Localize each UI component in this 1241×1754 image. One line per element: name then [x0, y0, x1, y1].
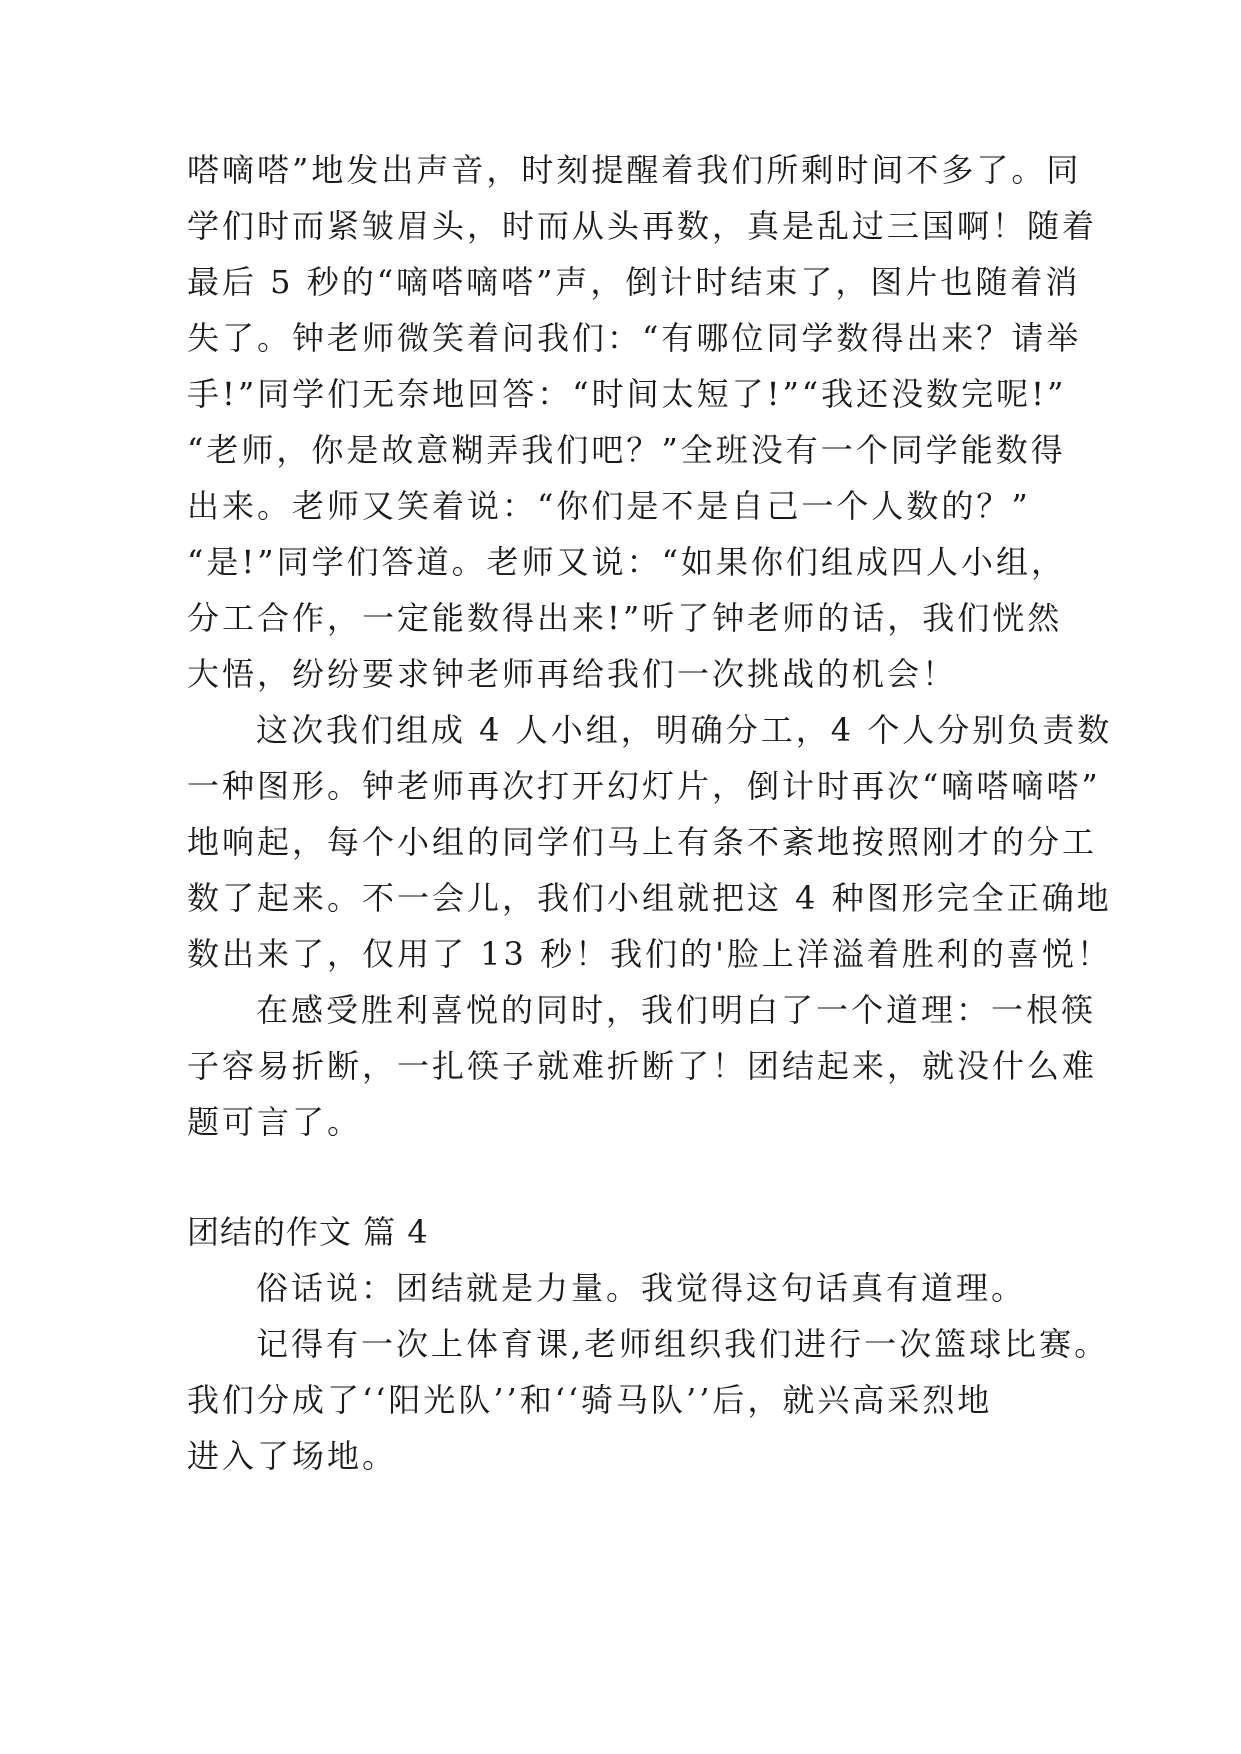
paragraph-line: “是!”同学们答道。老师又说：“如果你们组成四人小组，	[187, 543, 1066, 581]
paragraph-line: 题可言了。	[187, 1103, 363, 1141]
paragraph-line: 进入了场地。	[187, 1437, 398, 1475]
paragraph-line: 在感受胜利喜悦的同时，我们明白了一个道理：一根筷	[256, 991, 1097, 1029]
paragraph-line: 大悟，纷纷要求钟老师再给我们一次挑战的机会！	[187, 655, 958, 693]
paragraph-line: 记得有一次上体育课,老师组织我们进行一次篮球比赛。	[256, 1325, 1110, 1363]
paragraph-line: 分工合作，一定能数得出来!”听了钟老师的话，我们恍然	[187, 599, 1063, 637]
paragraph-line: 手!”同学们无奈地回答：“时间太短了!”“我还没数完呢!”	[187, 375, 1067, 413]
paragraph-line: 一种图形。钟老师再次打开幻灯片，倒计时再次“嘀嗒嘀嗒”	[187, 767, 1101, 805]
paragraph-line: 出来。老师又笑着说：“你们是不是自己一个人数的？”	[187, 487, 1031, 525]
paragraph-line: 数了起来。不一会儿，我们小组就把这 4 种图形完全正确地	[187, 879, 1112, 917]
paragraph-line: 我们分成了‘‘阳光队’’和‘‘骑马队’’后，就兴高采烈地	[187, 1381, 993, 1419]
paragraph-line: 失了。钟老师微笑着问我们：“有哪位同学数得出来？请举	[187, 319, 1082, 357]
paragraph-line: “老师，你是故意糊弄我们吧？”全班没有一个同学能数得	[187, 431, 1066, 469]
paragraph-line: 最后 5 秒的“嘀嗒嘀嗒”声，倒计时结束了，图片也随着消	[187, 263, 1081, 301]
paragraph-line: 嗒嘀嗒”地发出声音，时刻提醒着我们所剩时间不多了。同	[187, 151, 1082, 189]
paragraph-line: 学们时而紧皱眉头，时而从头再数，真是乱过三国啊！随着	[187, 207, 1098, 245]
paragraph-line: 地响起，每个小组的同学们马上有条不紊地按照刚才的分工	[187, 823, 1098, 861]
paragraph-line: 数出来了，仅用了 13 秒！我们的'脸上洋溢着胜利的喜悦！	[187, 935, 1112, 973]
paragraph-line: 这次我们组成 4 人小组，明确分工，4 个人分别负责数	[256, 711, 1113, 749]
paragraph-line: 子容易折断，一扎筷子就难折断了！团结起来，就没什么难	[187, 1047, 1098, 1085]
paragraph-line: 俗话说：团结就是力量。我觉得这句话真有道理。	[256, 1269, 1027, 1307]
section-heading: 团结的作文 篇 4	[187, 1213, 429, 1251]
